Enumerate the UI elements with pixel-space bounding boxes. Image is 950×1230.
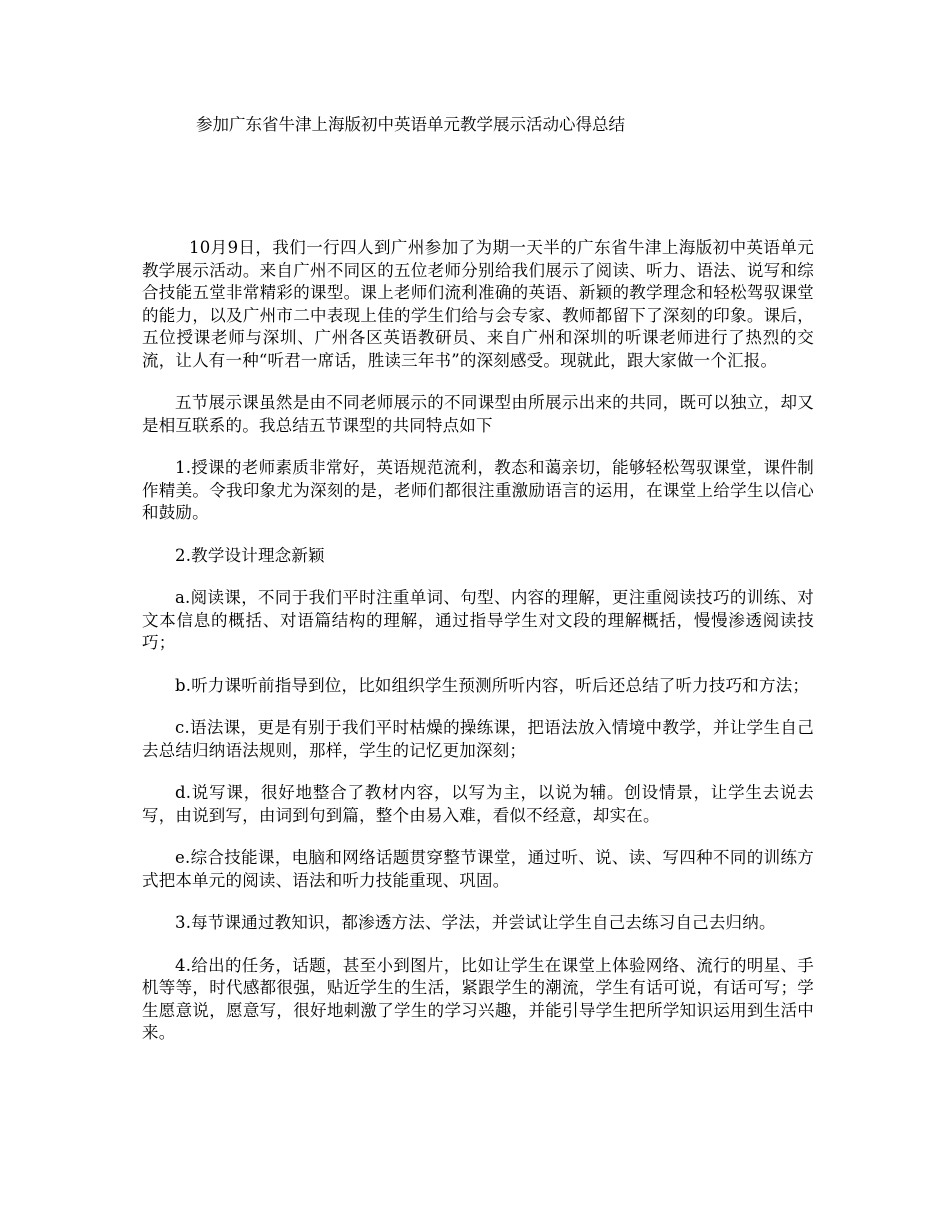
paragraph-point-2a: a.阅读课，不同于我们平时注重单词、句型、内容的理解，更注重阅读技巧的训练、对文本信息的概括、对语篇结构的理解，通过指导学生对文段的理解概括，慢慢渗透阅读技巧； — [142, 588, 814, 652]
paragraph-point-1: 1.授课的老师素质非常好，英语规范流利，教态和蔼亲切，能够轻松驾驭课堂，课件制作精美。令我印象尤为深刻的是，老师们都很注重激励语言的运用，在课堂上给学生以信心和鼓励。 — [142, 458, 814, 522]
paragraph-point-2d: d.说写课，很好地整合了教材内容，以写为主，以说为辅。创设情景，让学生去说去写，由说到写，由词到句到篇，整个由易入难，看似不经意，却实在。 — [142, 783, 814, 825]
paragraph-point-4: 4.给出的任务，话题，甚至小到图片，比如让学生在课堂上体验网络、流行的明星、手机等等，时代感都很强，贴近学生的生活，紧跟学生的潮流，学生有话可说，有话可写；学生愿意说，愿意写，很好地刺激了学生的学习兴趣，并能引导学生把所学知识运用到生活中来。 — [142, 955, 814, 1042]
paragraph-point-2b: b.听力课听前指导到位，比如组织学生预测所听内容，听后还总结了听力技巧和方法； — [175, 675, 810, 695]
paragraph-point-2e: e.综合技能课，电脑和网络话题贯穿整节课堂，通过听、说、读、写四种不同的训练方式把本单元的阅读、语法和听力技能重现、巩固。 — [142, 848, 814, 890]
document-title: 参加广东省牛津上海版初中英语单元教学展示活动心得总结 — [196, 115, 625, 134]
paragraph-point-2: 2.教学设计理念新颖 — [175, 545, 325, 565]
paragraph-summary: 五节展示课虽然是由不同老师展示的不同课型由所展示出来的共同，既可以独立，却又是相互联系的。我总结五节课型的共同特点如下 — [142, 393, 814, 435]
paragraph-intro: 10月9日，我们一行四人到广州参加了为期一天半的广东省牛津上海版初中英语单元教学展示活动。来自广州不同区的五位老师分别给我们展示了阅读、听力、语法、说写和综合技能五堂非常精彩的课型。课上老师们流利准确的英语、新颖的教学理念和轻松驾驭课堂的能力，以及广州市二中表现上佳的学生们给与会专家、教师都留下了深刻的印象。课后，五位授课老师与深圳、广州各区英语教研员、来自广州和深圳的听课老师进行了热烈的交流，让人有一种“听君一席话，胜读三年书”的深刻感受。现就此，跟大家做一个汇报。 — [142, 238, 814, 370]
paragraph-point-2c: c.语法课，更是有别于我们平时枯燥的操练课，把语法放入情境中教学，并让学生自己去总结归纳语法规则，那样，学生的记忆更加深刻； — [142, 718, 814, 760]
document-body — [142, 237, 814, 1065]
paragraph-point-3: 3.每节课通过教知识，都渗透方法、学法，并尝试让学生自己去练习自己去归纳。 — [175, 913, 776, 932]
